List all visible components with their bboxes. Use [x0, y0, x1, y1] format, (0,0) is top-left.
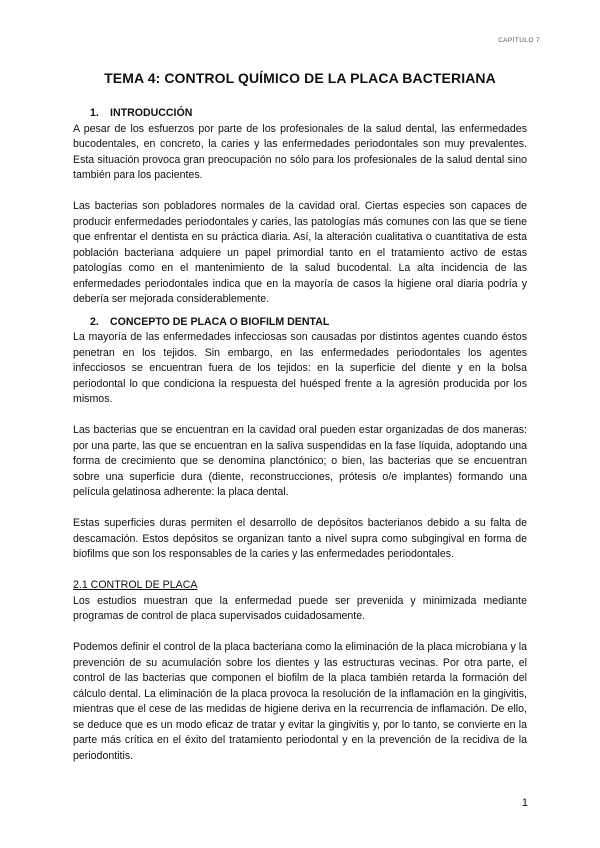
paragraph: Estas superficies duras permiten el desarrollo de depósitos bacterianos debido a su falta de descamación. Estos depósitos se organizan tanto a nivel supra como subgingival en forma de biofilms que son los responsables de la caries y las enfermedades periodontales. — [73, 517, 527, 560]
page-title: TEMA 4: CONTROL QUÍMICO DE LA PLACA BACTERIANA — [104, 70, 496, 86]
paragraph: Las bacterias son pobladores normales de la cavidad oral. Ciertas especies son capaces de producir enfermedades periodontales y caries, las patologías más comunes con las que se tiene que enfrentar el dentista en su práctica diaria. Así, la alteración cualitativa o cuantitativa de esta población bacteriana adquiere un papel primordial tanto en el tratamiento activo de estas patologías como en el mantenimiento de la salud bucodental. La alta incidencia de las enfermedades periodontales indica que en la mayoría de casos la higiene oral diaria podría y debería ser mejorada considerablemente. — [73, 200, 527, 305]
paragraph: Podemos definir el control de la placa bacteriana como la eliminación de la placa microbiana y la prevención de su acumulación sobre los dientes y las estructuras vecinas. Por otra parte, el control de las bacterias que componen el biofilm de la placa también retarda la formación del cálculo dental. La eliminación de la placa provoca la resolución de la inflamación en la gingivitis, mientras que el cese de las medidas de higiene deriva en la recurrencia de inflamación. De ello, se deduce que es un modo eficaz de tratar y evitar la gingivitis y, por lo tanto, se convierte en la parte más crítica en el éxito del tratamiento periodontal y en la prevención de la recidiva de la periodontitis. — [73, 641, 527, 762]
page-number: 1 — [521, 797, 528, 809]
section-number: 2. — [90, 315, 99, 328]
subsection-heading-control: 2.1 CONTROL DE PLACA — [73, 579, 198, 591]
paragraph: La mayoría de las enfermedades infecciosas son causadas por distintos agentes cuando éstos penetran en los tejidos. Sin embargo, en las enfermedades periodontales los agentes infecciosos se encuentran fuera de los tejidos: en la superficie del diente y en la bolsa periodontal lo que condiciona la respuesta del huésped frente a la agresión producida por los mismos. — [73, 331, 527, 405]
section-title: INTRODUCCIÓN — [110, 107, 193, 119]
paragraph: Las bacterias que se encuentran en la cavidad oral pueden estar organizadas de dos maneras: por una parte, las que se encuentran en la saliva suspendidas en la fase líquida, adoptando una forma de crecimiento que se denomina planctónico; o bien, las bacterias que se encuentran sobre una superficie dura (diente, reconstrucciones, prótesis o/e implantes) formando una película gelatinosa adherente: la placa dental. — [73, 424, 527, 498]
section-number: 1. — [90, 107, 99, 119]
section-heading-introduction — [73, 106, 527, 122]
paragraph: A pesar de los esfuerzos por parte de los profesionales de la salud dental, las enfermedades bucodentales, en concreto, la caries y las enfermedades periodontales son muy prevalentes. Esta situación provoca gran preocupación no sólo para los profesionales de la salud dental sino también para los pacientes. — [73, 122, 527, 181]
document-body — [73, 106, 527, 764]
chapter-label: CAPÍTULO 7 — [498, 37, 540, 44]
paragraph: Los estudios muestran que la enfermedad puede ser prevenida y minimizada mediante programas de control de placa supervisados cuidadosamente. — [73, 594, 527, 622]
section-heading-concept — [73, 315, 527, 331]
section-title: CONCEPTO DE PLACA O BIOFILM DENTAL — [110, 315, 330, 328]
